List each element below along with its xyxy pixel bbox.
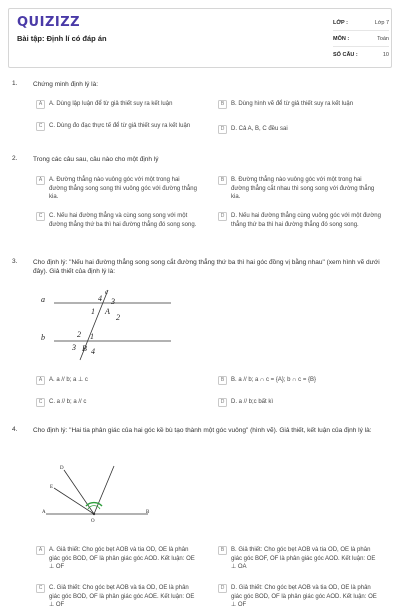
point-O-dot [93,513,95,515]
angle-b1: 1 [90,332,94,341]
option-letter: C [36,584,45,593]
option-b[interactable] [218,176,381,202]
quizizz-logo: QUIZIZZ [17,15,81,30]
meta-value: Toán [377,36,389,42]
option-d[interactable] [218,125,381,134]
option-c[interactable] [36,212,199,229]
option-a[interactable] [36,100,199,109]
option-letter: D [218,398,227,407]
ray-OE [94,466,114,514]
option-letter: C [36,122,45,131]
meta-row-grade [333,15,389,31]
worksheet-title: Bài tập: Định lí có đáp án [17,34,107,43]
option-text: B. Giả thiết: Cho góc bẹt AOB và tia OD, OE là phân giác góc BOF, OF là phân giác góc AOD. Kết luận: OE ⊥ OA [231,547,376,570]
question-number: 3. [12,258,18,265]
angle-a2: 2 [116,313,120,322]
label-c: c [105,288,109,296]
option-text: A. Đường thẳng nào vuông góc với một trong hai đường thẳng song song thì vuông góc với đường thẳng kia. [49,177,197,200]
parallel-lines-figure [36,284,176,364]
option-text: D. Cả A, B, C đều sai [231,126,288,132]
option-text: C. Dùng đo đạc thực tế để từ giả thiết suy ra kết luận [49,123,191,129]
point-A: A [42,510,46,515]
meta-row-count [333,47,389,63]
meta-value: Lớp 7 [374,20,389,26]
option-text: B. Dùng hình vẽ để từ giả thiết suy ra kết luận [231,101,354,107]
question-text: Trong các câu sau, câu nào cho một định lý [33,156,159,163]
angle-a4: 4 [98,294,102,303]
question-text: Cho định lý: "Hai tia phân giác của hai góc kề bù tạo thành một góc vuông" (hình vẽ). Giả thiết, kết luận của định lý là: [33,427,372,434]
option-text: A. Giả thiết: Cho góc bẹt AOB và tia OD, OE là phân giác góc BOD, OF là phân giác góc AOD. Kết luận: OE ⊥ OF [49,547,195,570]
option-b[interactable] [218,546,381,572]
option-text: C. Nếu hai đường thẳng và cùng song song với một đường thẳng thứ ba thì hai đường thẳng đó song song. [49,213,197,228]
option-letter: D [218,584,227,593]
option-letter: A [36,100,45,109]
option-a[interactable] [36,376,199,385]
angle-b4: 4 [91,347,95,356]
point-A: A [105,307,110,316]
meta-row-subject [333,31,389,47]
point-E: E [50,485,54,490]
option-c[interactable] [36,398,199,407]
option-d[interactable] [218,398,381,407]
meta-label: SỐ CÂU : [333,52,358,58]
option-text: B. a // b; a ∩ c = {A}; b ∩ c = {B} [231,377,317,383]
point-B: B [82,344,87,353]
point-B: B [146,510,150,515]
option-letter: B [218,546,227,555]
point-D: D [60,466,64,471]
option-text: B. Đường thẳng nào vuông góc với một trong hai đường thẳng cắt nhau thì song song với đường thẳng kia. [231,177,375,200]
option-b[interactable] [218,376,381,385]
option-a[interactable] [36,176,199,202]
question-number: 1. [12,80,18,87]
ray-OF [54,488,94,514]
meta-label: MÔN : [333,36,350,42]
worksheet-header [8,8,392,68]
option-letter: C [36,398,45,407]
meta-table [333,15,389,63]
question-number: 2. [12,155,18,162]
bisector-figure [36,458,156,528]
option-letter: A [36,546,45,555]
option-d[interactable] [218,212,381,229]
angle-a3: 3 [111,297,115,306]
options-cutoff-row [0,584,400,608]
option-b[interactable] [218,100,381,109]
option-letter: D [218,125,227,134]
option-text: D. Giả thiết: Cho góc bẹt AOB và tia OD, OE là phân giác góc BOD, OF là phân giác góc AOD. Kết luận: OE ⊥ OF [231,585,377,608]
option-c[interactable] [36,584,199,610]
option-letter: B [218,376,227,385]
option-letter: C [36,212,45,221]
angle-a1: 1 [91,307,95,316]
label-b: b [41,333,45,342]
question-number: 4. [12,426,18,433]
option-c[interactable] [36,122,199,131]
question-text: Chứng minh định lý là: [33,81,99,88]
option-text: A. Dùng lập luận để từ giả thiết suy ra kết luận [49,101,173,107]
label-a: a [41,295,45,304]
option-letter: B [218,100,227,109]
option-a[interactable] [36,546,199,572]
angle-b3: 3 [72,343,76,352]
option-text: C. Giả thiết: Cho góc bẹt AOB và tia OD, OE là phân giác góc BOD, OF là phân giác góc AOE. Kết luận: OE ⊥ OF [49,585,195,608]
point-O: O [91,519,95,524]
option-text: C. a // b; a // c [49,399,87,405]
option-letter: A [36,376,45,385]
angle-b2: 2 [77,330,81,339]
option-text: D. a // b;c bất kì [231,399,274,405]
option-text: A. a // b; a ⊥ c [49,377,88,383]
option-letter: B [218,176,227,185]
option-text: D. Nếu hai đường thẳng cùng vuông góc với một đường thẳng thứ ba thì hai đường thẳng đó song song. [231,213,381,228]
meta-value: 10 [382,52,389,58]
meta-label: LỚP : [333,20,348,26]
option-letter: D [218,212,227,221]
option-letter: A [36,176,45,185]
option-d[interactable] [218,584,381,610]
question-text: Cho định lý: "Nếu hai đường thẳng song song cắt đường thẳng thứ ba thì hai góc đồng vị bằng nhau" (xem hình vẽ dưới đây). Giả thiết của định lý là: [33,259,380,275]
